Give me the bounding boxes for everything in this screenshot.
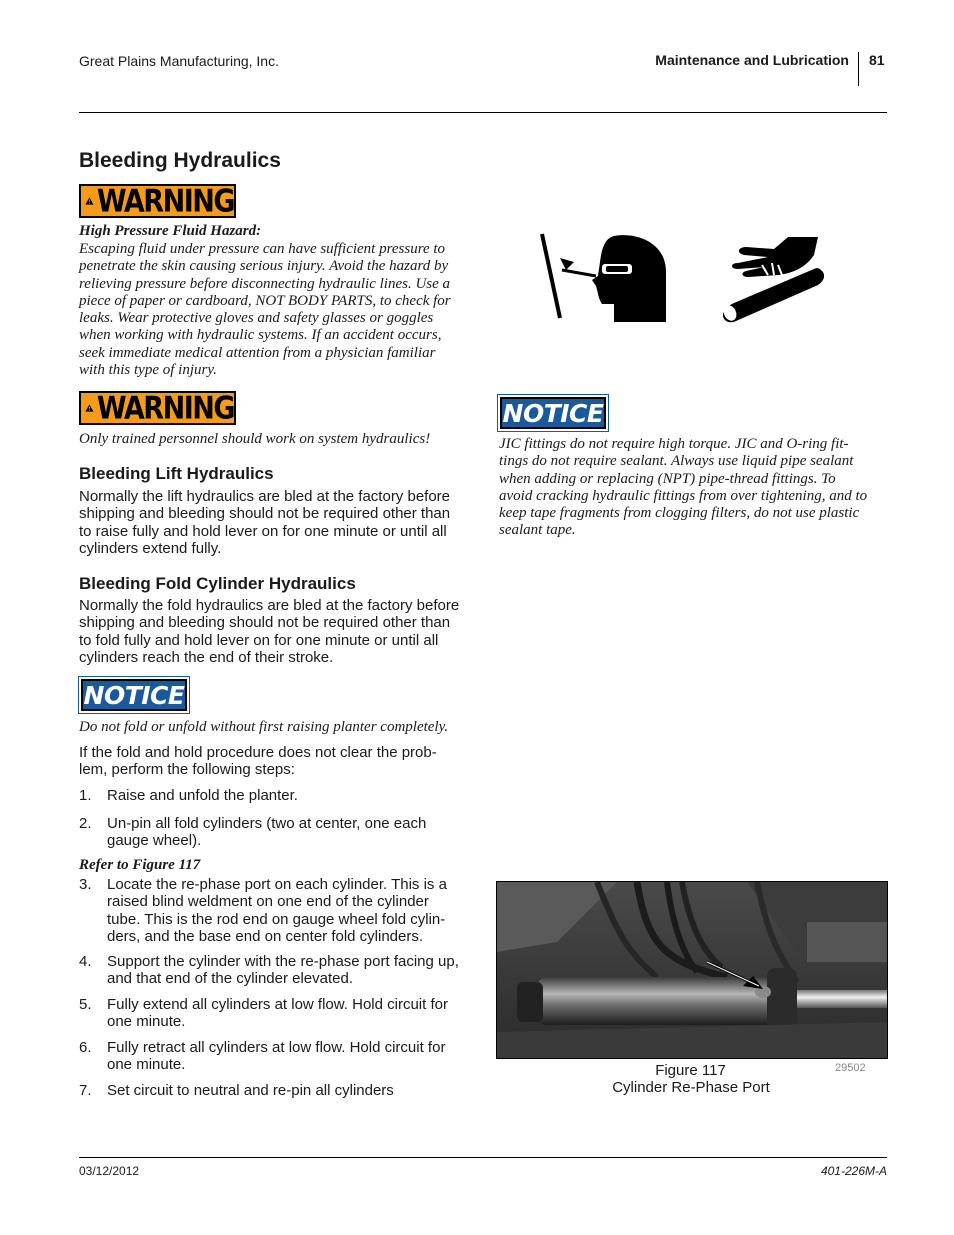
step-number: 3. (79, 876, 92, 893)
notice-text-fold: Do not fold or unfold without first raising planter completely. (79, 719, 449, 735)
text-line: If the fold and hold procedure does not clear the prob- (79, 744, 437, 761)
footer-rule (79, 1157, 887, 1158)
step-text (107, 1039, 445, 1074)
warning-line: Escaping fluid under pressure can have sufficient pressure to (79, 241, 446, 257)
text-line: avoid cracking hydraulic fittings from over tightening, and to (499, 487, 868, 504)
hazard-title: High Pressure Fluid Hazard: (79, 223, 262, 239)
step-number: 4. (79, 953, 92, 970)
text-line: when adding or replacing (NPT) pipe-thread fittings. To (499, 470, 836, 487)
warning-line: piece of paper or cardboard, NOT BODY PARTS, to check for (79, 292, 451, 309)
text-line: gauge wheel). (107, 832, 202, 850)
warning-badge (79, 391, 236, 425)
step-text (107, 876, 447, 945)
text-line: Fully retract all cylinders at low flow. Hold circuit for (107, 1039, 446, 1056)
step-number: 2. (79, 815, 92, 832)
header-divider (858, 52, 859, 86)
lift-heading: Bleeding Lift Hydraulics (79, 464, 274, 483)
header-rule (79, 112, 887, 113)
step-text: Raise and unfold the planter. (107, 787, 298, 804)
lift-paragraph (79, 488, 479, 557)
figure-caption: Cylinder Re-Phase Port (612, 1079, 770, 1096)
text-line: one minute. (107, 1013, 186, 1031)
step-text (107, 996, 448, 1031)
notice-badge (500, 397, 606, 429)
fold-paragraph (79, 597, 479, 666)
text-line: tings do not require sealant. Always use liquid pipe sealant (499, 453, 854, 470)
text-line: JIC fittings do not require high torque. JIC and O-ring fit- (499, 436, 849, 452)
text-line: keep tape fragments from clogging filters, do not use plastic (499, 505, 860, 522)
text-line: and that end of the cylinder elevated. (107, 970, 354, 988)
procedure-intro (79, 744, 479, 779)
text-line: Locate the re-phase port on each cylinder. This is a (107, 876, 447, 893)
step-text (107, 815, 426, 850)
text-line: Normally the lift hydraulics are bled at the factory before (79, 488, 451, 505)
text-line: tube. This is the rod end on gauge wheel fold cylin- (107, 910, 446, 928)
step-number: 7. (79, 1082, 92, 1099)
cylinder-photo (496, 881, 888, 1059)
text-line: Normally the fold hydraulics are bled at the factory before (79, 597, 460, 614)
warning-line: when working with hydraulic systems. If an accident occurs, (79, 327, 442, 344)
warning-label: WARNING (96, 183, 234, 219)
face-shield-icon (536, 232, 670, 322)
header-section: Maintenance and Lubrication (655, 52, 849, 68)
notice-text-jic (499, 436, 889, 540)
text-line: ders, and the base end on center fold cylinders. (107, 927, 424, 945)
footer-doc-number: 401-226M-A (820, 1164, 887, 1178)
warning-line: with this type of injury. (79, 362, 217, 379)
warning-triangle-icon (85, 398, 94, 418)
text-line: Un-pin all fold cylinders (two at center, one each (107, 815, 427, 832)
fold-heading: Bleeding Fold Cylinder Hydraulics (79, 574, 356, 593)
fluid-injection-hand-icon (718, 235, 826, 323)
text-line: raised blind weldment on one end of the cylinder (107, 893, 429, 911)
warning-line: relieving pressure before disconnecting hydraulic lines. Use a (79, 275, 451, 292)
warning-line: penetrate the skin causing serious injury. Avoid the hazard by (79, 258, 449, 275)
figure-number: Figure 117 (655, 1062, 726, 1079)
text-line: to raise fully and hold lever on for one minute or until all (79, 522, 447, 540)
header-company: Great Plains Manufacturing, Inc. (79, 53, 279, 69)
text-line: Support the cylinder with the re-phase port facing up, (107, 953, 459, 970)
step-number: 1. (79, 787, 92, 804)
step-text (107, 953, 459, 988)
text-line: cylinders extend fully. (79, 539, 222, 557)
notice-badge (81, 679, 187, 711)
text-line: shipping and bleeding should not be required other than (79, 614, 451, 632)
notice-label: NOTICE (83, 680, 185, 710)
text-line: Fully extend all cylinders at low flow. Hold circuit for (107, 996, 448, 1013)
text-line: lem, perform the following steps: (79, 761, 295, 779)
step-text: Set circuit to neutral and re-pin all cylinders (107, 1082, 394, 1099)
photo-id: 29502 (835, 1062, 866, 1074)
text-line: to fold fully and hold lever on for one minute or until all (79, 631, 439, 649)
step-number: 6. (79, 1039, 92, 1056)
text-line: sealant tape. (499, 522, 576, 539)
page-title: Bleeding Hydraulics (79, 149, 281, 172)
page-number: 81 (869, 52, 885, 68)
refer-figure: Refer to Figure 117 (79, 857, 201, 873)
warning-triangle-icon (85, 191, 94, 211)
warning-text-trained: Only trained personnel should work on system hydraulics! (79, 431, 431, 447)
warning-text (79, 241, 479, 379)
warning-label: WARNING (96, 390, 234, 426)
footer-date: 03/12/2012 (79, 1164, 140, 1178)
warning-badge (79, 184, 236, 218)
warning-line: seek immediate medical attention from a physician familiar (79, 344, 436, 361)
text-line: one minute. (107, 1056, 186, 1074)
warning-line: leaks. Wear protective gloves and safety glasses or goggles (79, 310, 434, 327)
step-number: 5. (79, 996, 92, 1013)
text-line: cylinders reach the end of their stroke. (79, 648, 334, 666)
text-line: shipping and bleeding should not be required other than (79, 505, 451, 523)
notice-label: NOTICE (502, 398, 604, 428)
